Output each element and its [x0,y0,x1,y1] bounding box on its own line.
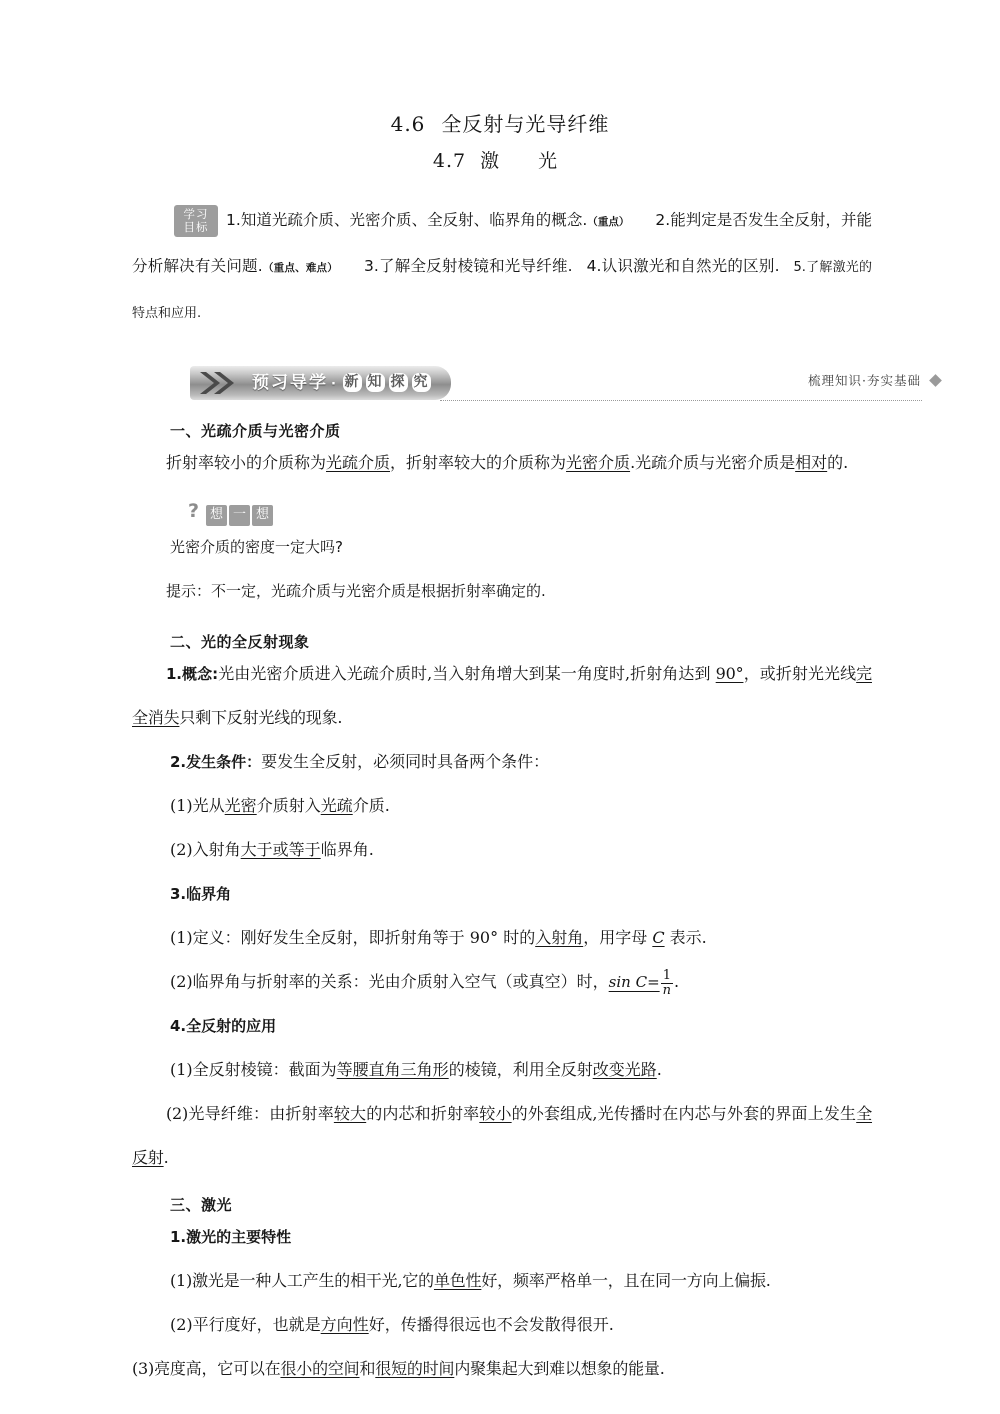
paragraph-2-8 [170,1004,872,1048]
item-label: 2.发生条件： [170,752,262,771]
text: 介质射入 [256,795,321,815]
blank-answer: 相对 [795,452,828,472]
section-banner-row [190,366,940,402]
text: 表示. [669,927,707,947]
think-box-1: 想 [206,505,227,526]
double-chevron-icon [198,370,244,396]
blank-answer: 入射角 [535,927,584,947]
blank-answer: 光密介质 [566,452,631,472]
chapter-name-2: 激 光 [480,150,568,172]
text: 介质. [352,795,390,815]
badge-line-2: 目标 [183,219,209,234]
chapter-title-4-6 [0,0,1000,135]
chapter-number-2: 4.7 [432,150,467,172]
paragraph-2-3 [170,784,872,828]
blank-answer: 较大 [333,1103,367,1123]
think-badge [188,499,872,525]
text: (2)临界角与折射率的关系：光由介质射入空气（或真空）时， [170,971,609,991]
learning-objectives [0,198,1000,336]
banner-box-1: 新 [344,373,361,390]
text: 内聚集起大到难以想象的能量. [454,1358,665,1378]
banner-box-3: 探 [390,373,407,390]
chapter-name: 全反射与光导纤维 [441,112,610,136]
blank-answer: 大于或等于 [240,839,321,859]
chapter-number: 4.6 [390,112,426,136]
objective-item-3: 3.了解全反射棱镜和光导纤维. [364,256,573,275]
text: 光由光密介质进入光疏介质时,当入射角增大到某一角度时,折射角达到 [217,663,711,683]
fraction-denominator: n [662,982,672,998]
blank-answer: 90° [715,663,744,683]
blank-answer: 光密 [224,795,257,815]
objective-item-4: 4.认识激光和自然光的区别. [586,256,780,275]
text: (1)光从 [170,795,225,815]
objective-item-2: 2.能判定是否发生全反射，并能分析解决有关问题. [132,210,873,275]
section-banner [190,366,451,400]
blank-answer: 全反射 [132,1103,873,1167]
blank-answer: 完全消失 [132,663,872,727]
paragraph-3-1 [170,1215,872,1259]
paragraph-2-1 [132,652,872,740]
banner-right-text: 梳理知识·夯实基础 [808,372,921,388]
item-label: 4.全反射的应用 [170,1016,277,1035]
banner-box-4: 究 [413,373,430,390]
heading-section-3: 三、激光 [170,1195,233,1214]
heading-section-1: 一、光疏介质与光密介质 [170,421,341,440]
blank-answer: 很小的空间 [280,1358,360,1378]
text: 的. [827,452,849,472]
objective-tag-1: （重点） [587,215,630,228]
text: (1)激光是一种人工产生的相干光,它的 [170,1270,434,1290]
blank-answer: 较小 [479,1103,512,1123]
paragraph-2-10 [132,1092,872,1180]
text: 折射率较小的介质称为 [166,452,327,472]
text: 要发生全反射，必须同时具备两个条件： [261,751,550,771]
banner-label [252,366,433,402]
text: . [163,1147,169,1167]
text: 好，传播得很远也不会发散得很开. [368,1314,614,1334]
text: (2)光导纤维：由折射率 [166,1103,334,1123]
chapter-title-4-7 [0,135,1000,172]
blank-answer: 光疏 [320,795,353,815]
banner-dot: · [331,376,338,392]
heading-section-2: 二、光的全反射现象 [170,632,310,651]
text: . [656,1059,662,1079]
text: . [674,971,680,991]
paragraph-2-9 [170,1048,872,1092]
text: 的外套组成,光传播时在内芯与外套的界面上发生 [511,1103,857,1123]
paragraph-3-3 [170,1303,872,1347]
objective-item-1: 1.知道光疏介质、光密介质、全反射、临界角的概念. [226,210,588,229]
think-box-2: 一 [229,505,250,526]
banner-box-2: 知 [367,373,384,390]
text: (3)亮度高，它可以在 [132,1358,281,1378]
text: (2)入射角 [170,839,241,859]
objective-item-5: 5.了解激光的特点和应用. [132,259,873,321]
banner-right-group [808,366,940,400]
question-mark-icon: ? [188,499,200,522]
formula-sin-c [608,968,674,998]
text: 的棱镜，利用全反射 [448,1059,593,1079]
blank-answer: 等腰直角三角形 [336,1059,449,1079]
fraction-numerator: 1 [661,969,673,984]
symbol-c: C [652,927,665,947]
text: 和 [359,1358,376,1378]
item-label: 1.概念: [166,664,218,683]
text: .光疏介质与光密介质是 [630,452,796,472]
paragraph-1-1 [132,441,872,485]
text: 好，频率严格单一，且在同一方向上偏振. [481,1270,771,1290]
blank-answer: 改变光路 [592,1059,657,1079]
think-question: 光密介质的密度一定大吗? [170,537,343,556]
paragraph-3-4 [132,1347,872,1391]
think-answer: 提示：不一定，光疏介质与光密介质是根据折射率确定的. [166,581,546,600]
paragraph-3-2 [170,1259,872,1303]
diamond-bullet-icon [929,374,942,387]
text: ，或折射光光线 [743,663,857,683]
text: 的内芯和折射率 [366,1103,480,1123]
objective-tag-2: （重点、难点） [262,261,338,274]
document-body [0,420,1000,1391]
paragraph-2-5 [170,872,872,916]
item-label: 3.临界角 [170,884,232,903]
text: (1)全反射棱镜：截面为 [170,1059,337,1079]
badge-line-1: 学习 [183,206,209,221]
blank-answer: 很短的时间 [375,1358,455,1378]
paragraph-2-6 [170,916,872,960]
blank-answer: 方向性 [320,1314,369,1334]
paragraph-2-2 [170,740,872,784]
paragraph-2-7 [170,960,872,1004]
text: 只剩下反射光线的现象. [179,707,343,727]
banner-left-text: 预习导学 [252,372,328,393]
fraction [661,969,673,997]
think-box-3: 想 [252,505,273,526]
banner-dotted-rule [440,400,922,401]
blank-answer: 光疏介质 [326,452,391,472]
item-label: 1.激光的主要特性 [170,1227,292,1246]
learning-objective-badge [174,205,218,237]
formula-lhs: sin C= [608,972,660,991]
text: 临界角. [320,839,374,859]
text: (2)平行度好，也就是 [170,1314,321,1334]
text: ，用字母 [583,927,648,947]
text: ，折射率较大的介质称为 [390,452,567,472]
text: (1)定义：刚好发生全反射，即折射角等于 90° 时的 [170,927,536,947]
paragraph-2-4 [170,828,872,872]
blank-answer: 单色性 [433,1270,482,1290]
